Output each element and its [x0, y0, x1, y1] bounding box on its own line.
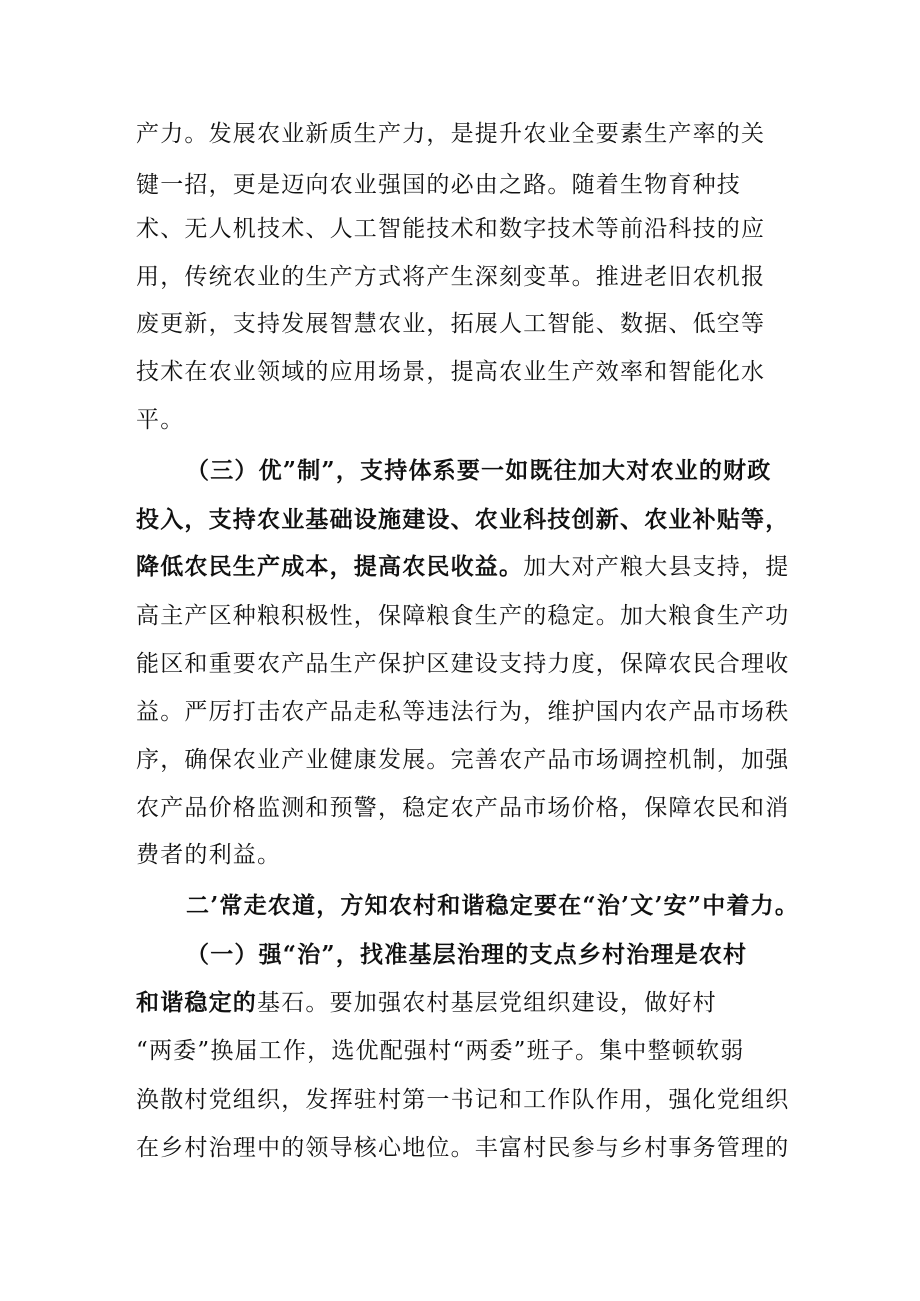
text-line: 费者的利益。: [136, 842, 282, 868]
text-line: 在乡村治理中的领导核心地位。丰富村民参与乡村事务管理的: [136, 1135, 790, 1161]
text-line: 涣散村党组织，发挥驻村第一书记和工作队作用，强化党组织: [136, 1087, 790, 1113]
text-line: 用，传统农业的生产方式将产生深刻变革。推进老旧农机报: [136, 264, 766, 290]
text-line: 农产品价格监测和预警，稳定农产品市场价格，保障农民和消: [136, 795, 790, 821]
text-line: 技术在农业领域的应用场景，提高农业生产效率和智能化水: [136, 359, 766, 385]
text-line: 高主产区种粮积极性，保障粮食生产的稳定。加大粮食生产功: [136, 603, 790, 629]
section-heading-two: 二’常走农道，方知农村和谐稳定要在“治’文’安”中着力。: [186, 892, 800, 919]
text-line: 平。: [136, 407, 185, 433]
text-line: “两委”换届工作，选优配强村“两委”班子。集中整顿软弱: [136, 1038, 745, 1064]
text-line: 能区和重要农产品生产保护区建设支持力度，保障农民合理收: [136, 651, 790, 677]
bold-segment: 和谐稳定的: [136, 989, 257, 1016]
text-line: 产力。发展农业新质生产力，是提升农业全要素生产率的关: [136, 121, 766, 147]
text-line: 键一招，更是迈向农业强国的必由之路。随着生物育种技: [136, 172, 741, 198]
bold-segment: 降低农民生产成本，提高农民收益。: [136, 553, 524, 580]
text-line: 废更新，支持发展智慧农业，拓展人工智能、数据、低空等: [136, 311, 766, 337]
text-line: 序，确保农业产业健康发展。完善农产品市场调控机制，加强: [136, 747, 790, 773]
text-line-mixed: [136, 984, 806, 1022]
section-heading-three: （三）优”制”，支持体系要一如既往加大对农业的财政: [186, 457, 772, 484]
section-heading-three-cont: 投入，支持农业基础设施建设、农业科技创新、农业补贴等，: [136, 506, 790, 533]
text-line: 益。严厉打击农产品走私等违法行为，维护国内农产品市场秩: [136, 699, 790, 725]
text-line: 术、无人机技术、人工智能技术和数字技术等前沿科技的应: [136, 216, 766, 242]
regular-segment: 基石。要加强农村基层党组织建设，做好村: [257, 990, 717, 1016]
regular-segment: 加大对产粮大县支持，提: [523, 554, 790, 580]
text-line-mixed: [136, 548, 806, 586]
section-heading-one: （一）强“治”，找准基层治理的支点乡村治理是农村: [186, 941, 748, 968]
